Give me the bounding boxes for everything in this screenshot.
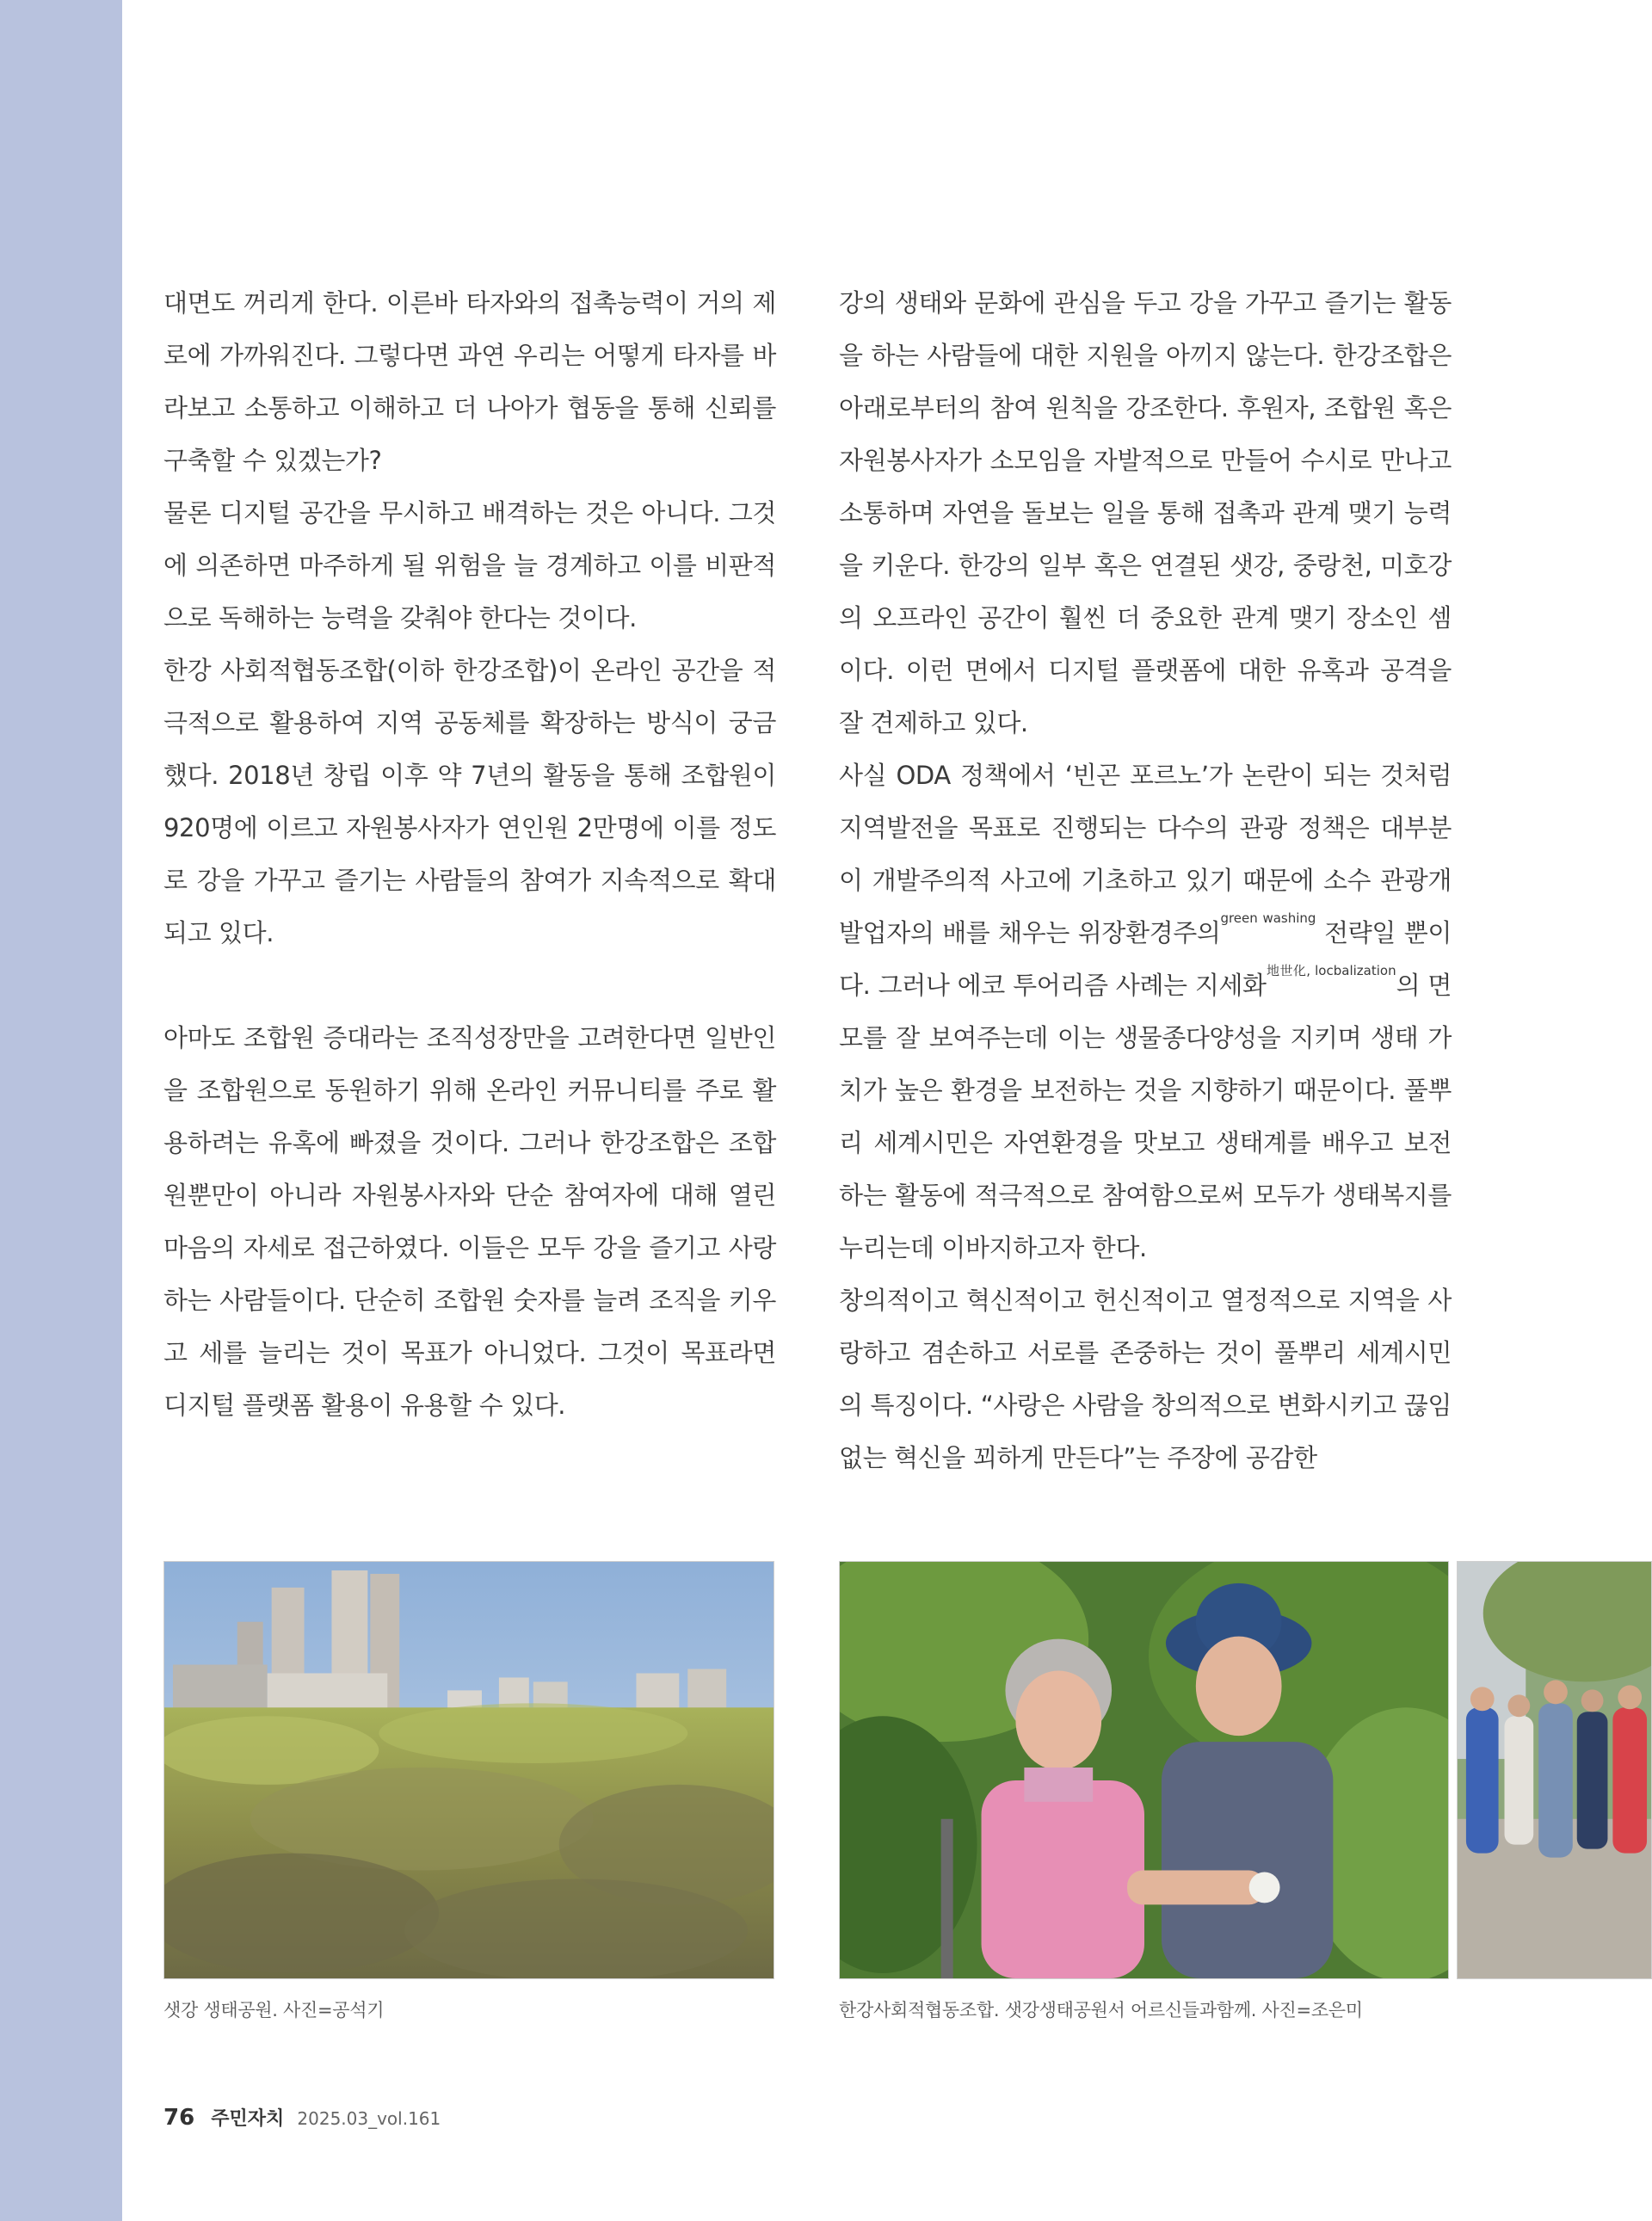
park-photo — [163, 1561, 774, 1979]
left-paragraph-2: 물론 디지털 공간을 무시하고 배격하는 것은 아니다. 그것에 의존하면 마주하게 될 위험을 늘 경계하고 이를 비판적으로 독해하는 능력을 갖춰야 한다는 것이다. — [163, 498, 776, 632]
side-color-band — [0, 0, 122, 2221]
magazine-name: 주민자치 — [211, 2108, 285, 2130]
right-paragraph-2-part-b: 전략일 뿐이다. 그러나 에코 투어리즘 사례는 지세화 — [839, 918, 1452, 1000]
volunteers-photo-illustration — [840, 1562, 1448, 1978]
footnote-green-washing: green washing — [1220, 910, 1316, 926]
page-number: 76 — [163, 2105, 195, 2131]
page-footer — [163, 2104, 441, 2131]
left-paragraph-1: 대면도 꺼리게 한다. 이른바 타자와의 접촉능력이 거의 제로에 가까워진다. 그렇다면 과연 우리는 어떻게 타자를 바라보고 소통하고 이해하고 더 나아가 협동을 통해 신뢰를 구축할 수 있겠는가? — [163, 288, 776, 475]
left-text-column — [163, 277, 776, 1432]
group-walk-photo-illustration — [1458, 1562, 1651, 1978]
issue-info: 2025.03_vol.161 — [297, 2108, 441, 2129]
right-paragraph-2-part-c: 의 면모를 잘 보여주는데 이는 생물종다양성을 지키며 생태 가치가 높은 환경을 보전하는 것을 지향하기 때문이다. 풀뿌리 세계시민은 자연환경을 맛보고 생태계를 배우고 보전하는 활동에 적극적으로 참여함으로써 모두가 생태복지를 누리는데 이바지하고자 한다. — [839, 971, 1452, 1262]
right-paragraph-3: 창의적이고 혁신적이고 헌신적이고 열정적으로 지역을 사랑하고 겸손하고 서로를 존중하는 것이 풀뿌리 세계시민의 특징이다. “사랑은 사람을 창의적으로 변화시키고 끊임없는 혁신을 꾀하게 만든다”는 주장에 공감한 — [839, 1286, 1452, 1472]
right-paragraph-2 — [839, 750, 1452, 1274]
footnote-locbalization: 地世化, locbalization — [1266, 963, 1396, 978]
right-paragraph-2-part-a: 사실 ODA 정책에서 ‘빈곤 포르노’가 논란이 되는 것처럼 지역발전을 목표로 진행되는 다수의 관광 정책은 대부분이 개발주의적 사고에 기초하고 있기 때문에 소수 관광개발업자의 배를 채우는 위장환경주의 — [839, 761, 1452, 947]
left-paragraph-4: 아마도 조합원 증대라는 조직성장만을 고려한다면 일반인을 조합원으로 동원하기 위해 온라인 커뮤니티를 주로 활용하려는 유혹에 빠졌을 것이다. 그러나 한강조합은 조합원뿐만이 아니라 자원봉사자와 단순 참여자에 대해 열린 마음의 자세로 접근하였다. 이들은 모두 강을 즐기고 사랑하는 사람들이다. 단순히 조합원 숫자를 늘려 조직을 키우고 세를 늘리는 것이 목표가 아니었다. 그것이 목표라면 디지털 플랫폼 활용이 유용할 수 있다. — [163, 1023, 776, 1420]
group-walk-photo — [1457, 1561, 1652, 1979]
park-photo-illustration — [164, 1562, 774, 1978]
right-text-column — [839, 277, 1452, 1484]
volunteers-photo — [839, 1561, 1449, 1979]
right-paragraph-1: 강의 생태와 문화에 관심을 두고 강을 가꾸고 즐기는 활동을 하는 사람들에 대한 지원을 아끼지 않는다. 한강조합은 아래로부터의 참여 원칙을 강조한다. 후원자, 조합원 혹은 자원봉사자가 소모임을 자발적으로 만들어 수시로 만나고 소통하며 자연을 돌보는 일을 통해 접촉과 관계 맺기 능력을 키운다. 한강의 일부 혹은 연결된 샛강, 중랑천, 미호강의 오프라인 공간이 훨씬 더 중요한 관계 맺기 장소인 셈이다. 이런 면에서 디지털 플랫폼에 대한 유혹과 공격을 잘 견제하고 있다. — [839, 288, 1452, 737]
park-photo-caption: 샛강 생태공원. 사진=공석기 — [163, 2000, 385, 2020]
left-paragraph-3: 한강 사회적협동조합(이하 한강조합)이 온라인 공간을 적극적으로 활용하여 지역 공동체를 확장하는 방식이 궁금했다. 2018년 창립 이후 약 7년의 활동을 통해 조합원이 920명에 이르고 자원봉사자가 연인원 2만명에 이를 정도로 강을 가꾸고 즐기는 사람들의 참여가 지속적으로 확대되고 있다. — [163, 656, 776, 947]
volunteers-photo-caption: 한강사회적협동조합. 샛강생태공원서 어르신들과함께. 사진=조은미 — [839, 2000, 1363, 2020]
